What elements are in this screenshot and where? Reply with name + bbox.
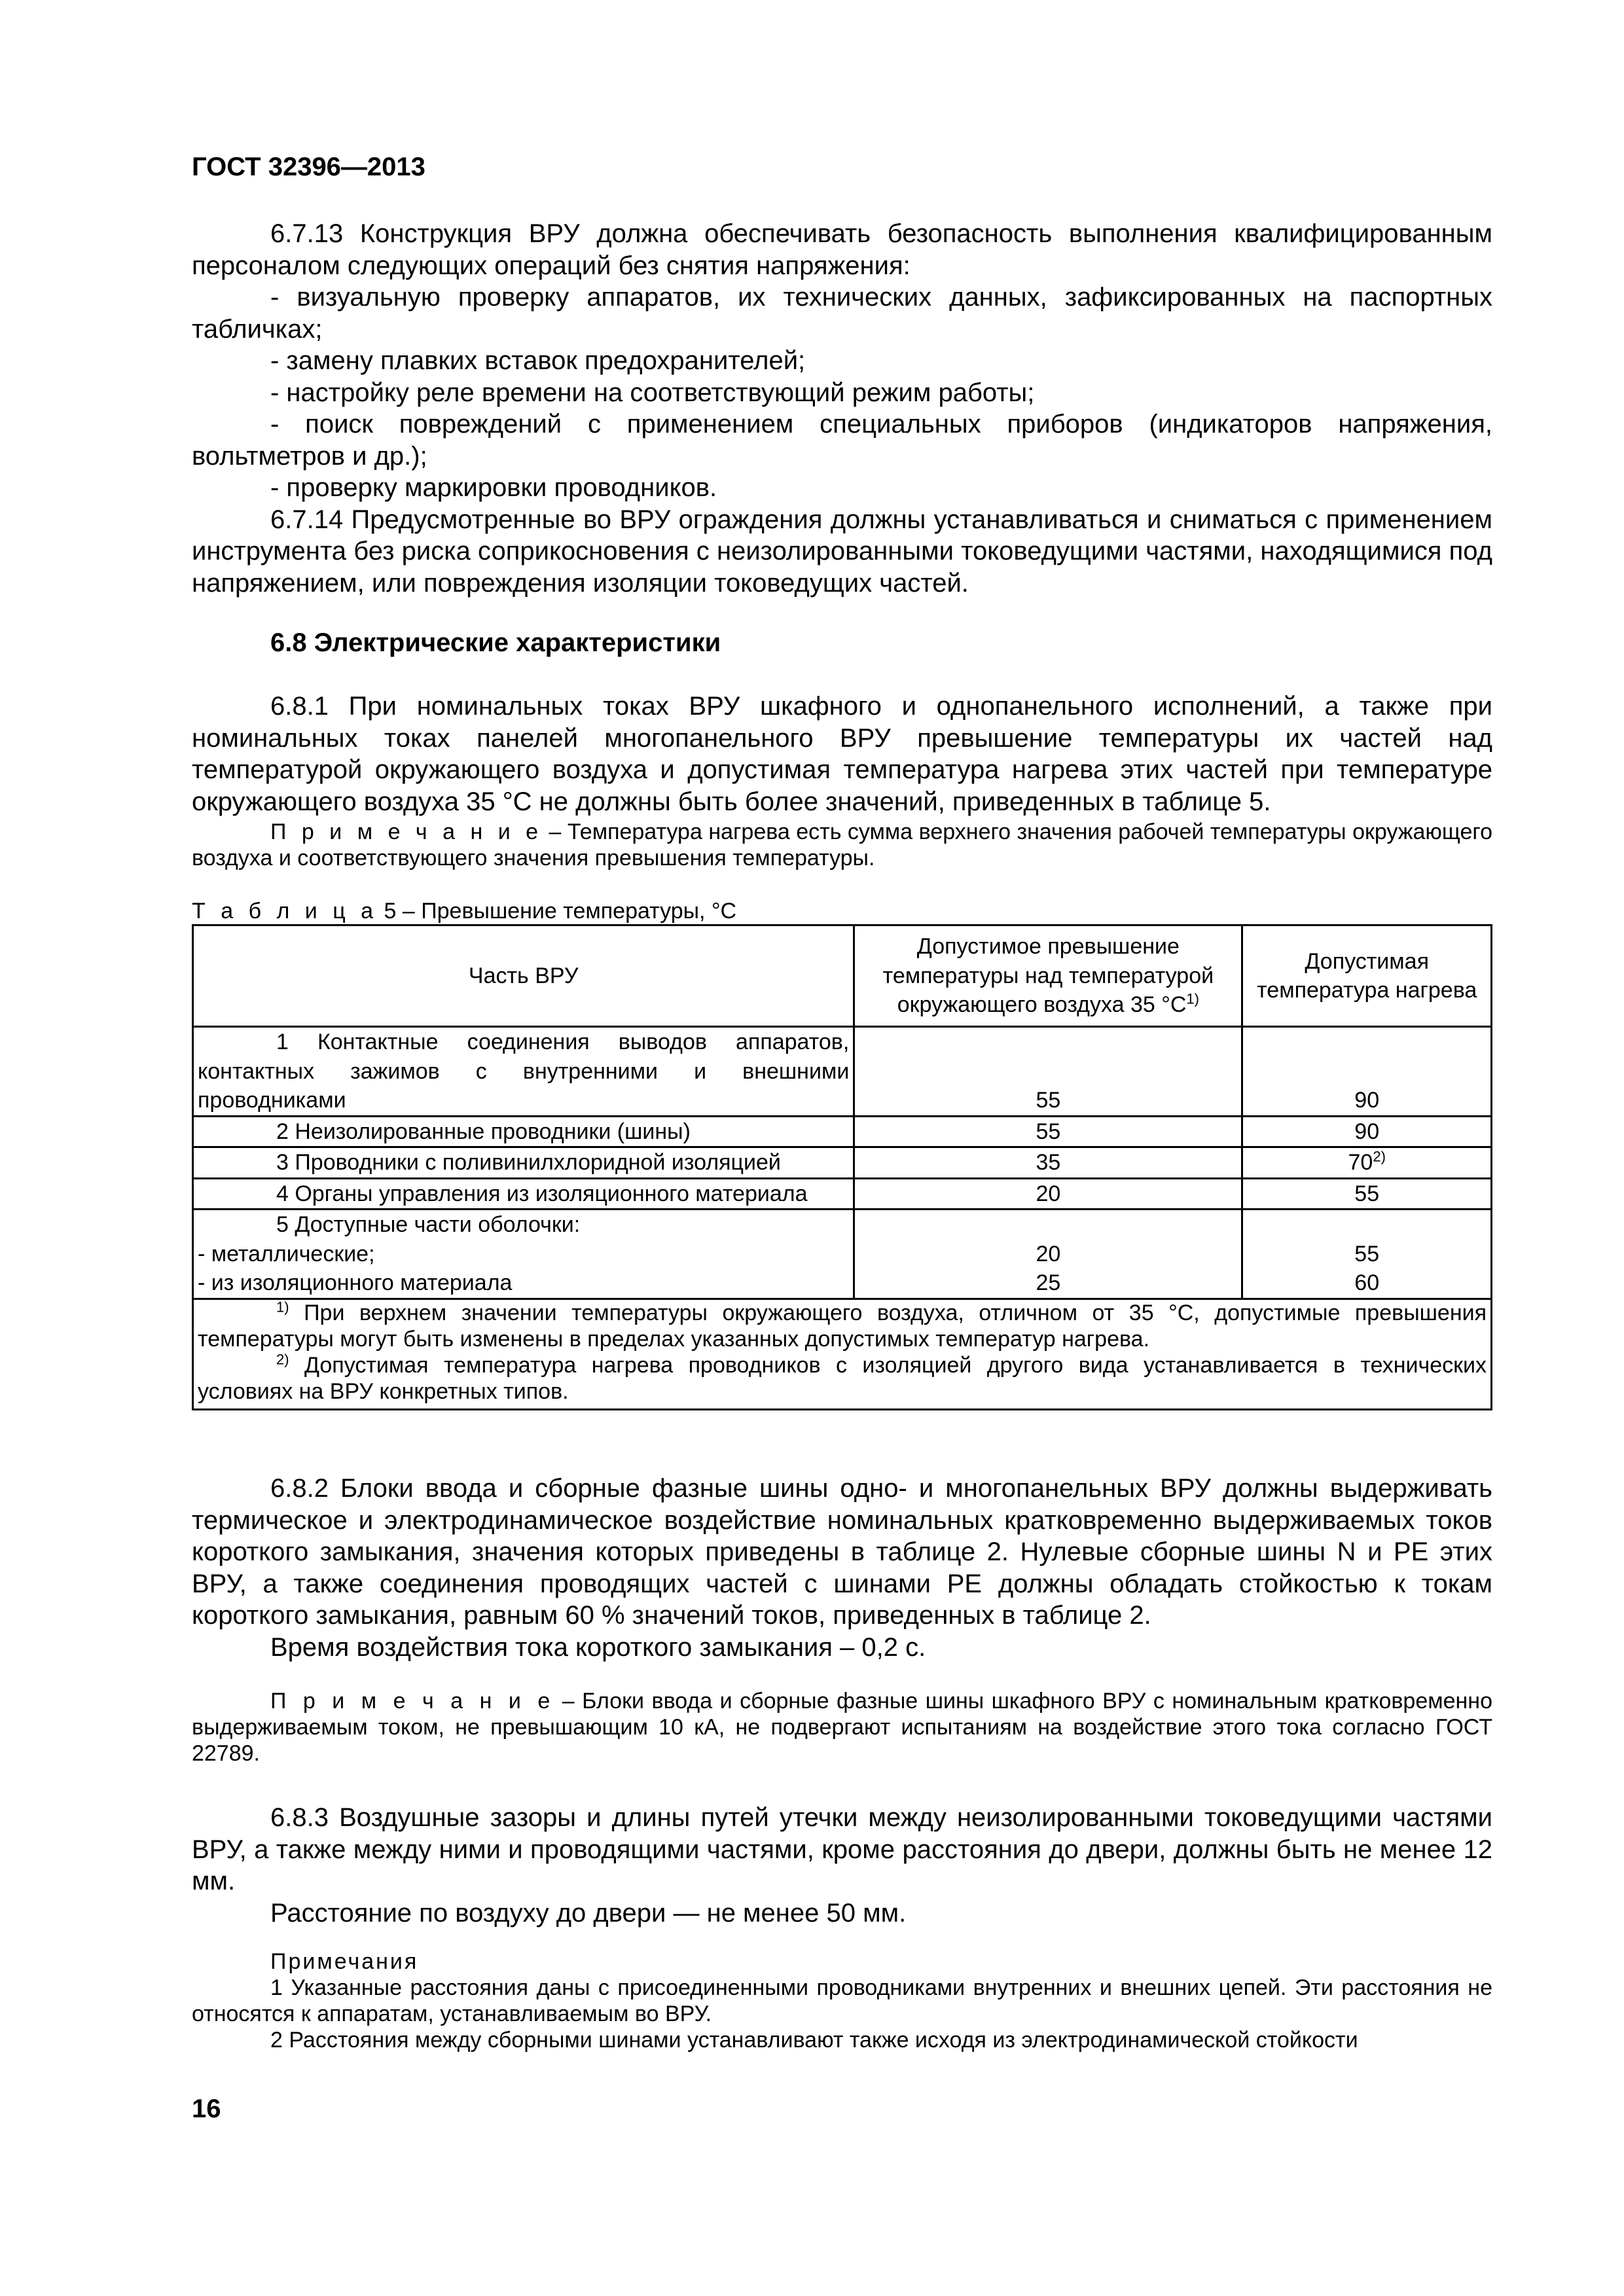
- section-6-8-1: [192, 691, 1492, 871]
- notes-label: Примечания: [270, 1949, 419, 1974]
- list-item: - проверку маркировки проводников.: [270, 473, 717, 502]
- note-text: – Температура нагрева есть сумма верхнего значения рабочей температуры окружающего воздуха и соответствующего значения превышения температуры.: [192, 819, 1492, 870]
- note-text: – Блоки ввода и сборные фазные шины шкафного ВРУ с номинальным кратковременно выдерживаемым током, не превышающим 10 кА, не подвергают испытаниям на воздействие этого тока согласно ГОСТ 22789.: [192, 1689, 1492, 1766]
- cell-value: 60: [1354, 1270, 1380, 1295]
- table-footnotes: [193, 1299, 1492, 1409]
- section-6-8-heading-block: [192, 627, 1492, 659]
- notes-6-8-3: [192, 1948, 1492, 2053]
- table-header-row: [193, 925, 1492, 1027]
- table-row: [193, 1116, 1492, 1147]
- table-cell: 1 Контактные соединения выводов аппаратов, контактных зажимов с внутренними и внешними проводниками: [193, 1027, 854, 1117]
- cell-value: 55: [1354, 1241, 1380, 1266]
- section-6-7: [192, 218, 1492, 599]
- table-row: [193, 1027, 1492, 1117]
- table-footnote: [198, 1352, 1487, 1405]
- note-6-8-1: [192, 819, 1492, 871]
- footnote-ref: 1): [1186, 990, 1199, 1007]
- row-subitem: - металлические;: [198, 1241, 375, 1266]
- table-cell: 55: [854, 1116, 1242, 1147]
- paragraph-time: Время воздействия тока короткого замыкания – 0,2 с.: [270, 1632, 926, 1662]
- table-cell: [193, 1210, 854, 1299]
- table-cell: 3 Проводники с поливинилхлоридной изоляцией: [193, 1147, 854, 1179]
- table-5: [192, 924, 1492, 1410]
- note-label: П р и м е ч а н и е: [270, 819, 543, 844]
- table-5-block: [192, 898, 1492, 1410]
- table-caption-text: 5 – Превышение температуры, °С: [378, 899, 737, 924]
- column-header: Допустимая температура нагрева: [1242, 925, 1492, 1027]
- paragraph-6-7-14: 6.7.14 Предусмотренные во ВРУ ограждения должны устанавливаться и сниматься с применением инструмента без риска соприкосновения с неизолированными токоведущими частями, находящимися под напряжением, или повреждения изоляции токоведущих частей.: [192, 505, 1492, 598]
- paragraph-6-7-13: 6.7.13 Конструкция ВРУ должна обеспечивать безопасность выполнения квалифицированным персоналом следующих операций без снятия напряжения:: [192, 219, 1492, 280]
- list-item: - замену плавких вставок предохранителей;: [270, 346, 806, 375]
- footnote-mark: 2): [276, 1351, 289, 1368]
- list-item: - поиск повреждений с применением специальных приборов (индикаторов напряжения, вольтметров и др.);: [192, 410, 1492, 471]
- paragraph-6-8-1: 6.8.1 При номинальных токах ВРУ шкафного и однопанельного исполнений, а также при номинальных токах панелей многопанельного ВРУ превышение температуры их частей над температурой окружающего воздуха и допустимая температура нагрева этих частей при температуре окружающего воздуха 35 °С не должны быть более значений, приведенных в таблице 5.: [192, 692, 1492, 816]
- table-cell: 55: [1242, 1178, 1492, 1210]
- column-header: Часть ВРУ: [193, 925, 854, 1027]
- table-cell: 35: [854, 1147, 1242, 1179]
- table-caption-label: Т а б л и ц а: [192, 899, 378, 924]
- table-caption: [192, 898, 1492, 924]
- section-heading: 6.8 Электрические характеристики: [270, 628, 721, 657]
- row-subitem: - из изоляционного материала: [198, 1270, 513, 1295]
- paragraph-6-8-3: 6.8.3 Воздушные зазоры и длины путей утечки между неизолированными токоведущими частями ВРУ, а также между ними и проводящими частями, кроме расстояния до двери, должны быть не менее 12 мм.: [192, 1803, 1492, 1895]
- section-6-8-3: [192, 1802, 1492, 2053]
- table-footnotes-row: [193, 1299, 1492, 1409]
- note-6-8-2: [192, 1688, 1492, 1767]
- list-item: - визуальную проверку аппаратов, их технических данных, зафиксированных на паспортных табличках;: [192, 283, 1492, 344]
- section-6-8-2: [192, 1473, 1492, 1767]
- row-title: 5 Доступные части оболочки:: [276, 1212, 581, 1237]
- page-number: 16: [192, 2094, 221, 2123]
- table-footnote: [198, 1300, 1487, 1352]
- cell-value: 25: [1036, 1270, 1061, 1295]
- note-item: 1 Указанные расстояния даны с присоединенными проводниками внутренних и внешних цепей. Эти расстояния не относятся к аппаратам, устанавливаемым во ВРУ.: [192, 1975, 1492, 2026]
- note-item: 2 Расстояния между сборными шинами устанавливают также исходя из электродинамической стойкости: [270, 2028, 1358, 2053]
- footnote-mark: 1): [276, 1299, 289, 1316]
- table-cell: [1242, 1147, 1492, 1179]
- table-cell: [1242, 1210, 1492, 1299]
- table-cell: 90: [1242, 1027, 1492, 1117]
- footnote-ref: 2): [1373, 1148, 1386, 1165]
- note-label: П р и м е ч а н и е: [270, 1689, 555, 1713]
- table-cell: 55: [854, 1027, 1242, 1117]
- table-row: [193, 1147, 1492, 1179]
- table-cell: 20: [854, 1178, 1242, 1210]
- table-row: [193, 1178, 1492, 1210]
- paragraph-6-8-2: 6.8.2 Блоки ввода и сборные фазные шины одно- и многопанельных ВРУ должны выдерживать термическое и электродинамическое воздействие номинальных кратковременно выдерживаемых токов короткого замыкания, значения которых приведены в таблице 2. Нулевые сборные шины N и PE этих ВРУ, а также соединения проводящих частей с шинами PE должны обладать стойкостью к токам короткого замыкания, равным 60 % значений токов, приведенных в таблице 2.: [192, 1474, 1492, 1630]
- document-header: ГОСТ 32396—2013: [192, 152, 425, 181]
- table-cell: 4 Органы управления из изоляционного материала: [193, 1178, 854, 1210]
- column-header-text: Допустимое превышение температуры над температурой окружающего воздуха 35 °С: [882, 934, 1214, 1018]
- table-row: [193, 1210, 1492, 1299]
- cell-value: 20: [1036, 1241, 1061, 1266]
- footnote-text: Допустимая температура нагрева проводников с изоляцией другого вида устанавливается в технических условиях на ВРУ конкретных типов.: [198, 1352, 1487, 1404]
- table-cell: [854, 1210, 1242, 1299]
- table-cell: 2 Неизолированные проводники (шины): [193, 1116, 854, 1147]
- column-header: [854, 925, 1242, 1027]
- cell-value: 70: [1348, 1150, 1373, 1175]
- table-cell: 90: [1242, 1116, 1492, 1147]
- list-item: - настройку реле времени на соответствующий режим работы;: [270, 378, 1035, 407]
- paragraph-door: Расстояние по воздуху до двери — не менее 50 мм.: [270, 1898, 907, 1928]
- footnote-text: При верхнем значении температуры окружающего воздуха, отличном от 35 °С, допустимые превышения температуры могут быть изменены в пределах указанных допустимых температур нагрева.: [198, 1300, 1487, 1352]
